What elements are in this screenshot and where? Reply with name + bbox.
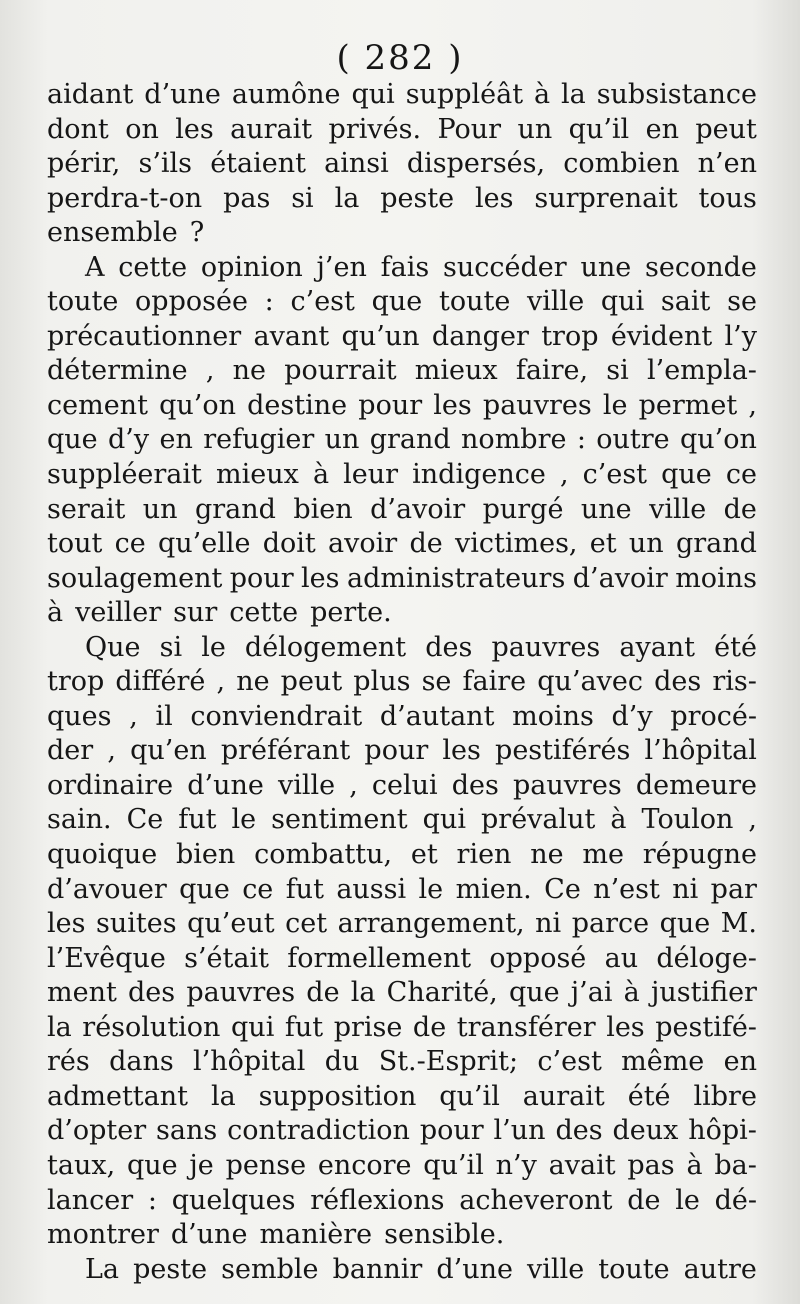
text-line: ensemble ? (47, 217, 205, 249)
text-line: d’opter sans contradiction pour l’un des deux hôpi- (47, 1115, 757, 1147)
text-line: perdra-t-on pas si la peste les surprenait tous (47, 182, 757, 214)
text-line: Que si le délogement des pauvres ayant été (85, 631, 757, 663)
page-number: ( 282 ) (336, 38, 464, 78)
text-line: à veiller sur cette perte. (47, 597, 392, 629)
text-line: aidant d’une aumône qui suppléât à la subsistance (47, 79, 757, 110)
text-line: ment des pauvres de la Charité, que j’ai à justifier (47, 977, 757, 1009)
text-line: ques , il conviendrait d’autant moins d’y procé- (47, 700, 757, 732)
text-line: périr, s’ils étaient ainsi dispersés, combien n’en (47, 148, 757, 180)
text-line: ordinaire d’une ville , celui des pauvres demeure (47, 769, 757, 801)
text-line: A cette opinion j’en fais succéder une seconde (85, 251, 757, 283)
text-line: lancer : quelques réflexions acheveront de le dé- (47, 1184, 757, 1216)
text-line: der , qu’en préférant pour les pestiférés l’hôpital (47, 735, 757, 767)
text-line: toute opposée : c’est que toute ville qui sait se (47, 286, 757, 318)
text-line: les suites qu’eut cet arrangement, ni parce que M. (47, 908, 757, 940)
text-line: rés dans l’hôpital du St.-Esprit; c’est même en (47, 1046, 757, 1078)
text-line: quoique bien combattu, et rien ne me répugne (47, 839, 757, 871)
text-line: suppléerait mieux à leur indigence , c’est que ce (47, 459, 757, 491)
text-line: que d’y en refugier un grand nombre : outre qu’on (47, 424, 757, 456)
text-line: la résolution qui fut prise de transférer les pestifé- (47, 1011, 757, 1043)
text-line: dont on les aurait privés. Pour un qu’il en peut (47, 113, 757, 145)
body-text (47, 78, 757, 1287)
text-line: trop différé , ne peut plus se faire qu’avec des ris- (47, 666, 757, 698)
text-line: précautionner avant qu’un danger trop évident l’y (47, 320, 757, 352)
text-line: serait un grand bien d’avoir purgé une ville de (47, 493, 757, 525)
text-line: d’avouer que ce fut aussi le mien. Ce n’est ni par (47, 873, 757, 905)
text-line: l’Evêque s’était formellement opposé au déloge- (47, 942, 757, 974)
text-line: détermine , ne pourrait mieux faire, si l’empla- (47, 355, 757, 387)
text-line: admettant la supposition qu’il aurait été libre (47, 1080, 757, 1112)
text-line: cement qu’on destine pour les pauvres le permet , (47, 389, 757, 421)
text-line: montrer d’une manière sensible. (47, 1219, 505, 1251)
text-line: La peste semble bannir d’une ville toute autre (85, 1253, 757, 1285)
text-line: tout ce qu’elle doit avoir de victimes, et un grand (47, 528, 757, 560)
text-line: sain. Ce fut le sentiment qui prévalut à Toulon , (47, 804, 757, 836)
text-line: taux, que je pense encore qu’il n’y avait pas à ba- (47, 1149, 757, 1181)
text-line: soulagement pour les administrateurs d’avoir moins (47, 562, 757, 594)
